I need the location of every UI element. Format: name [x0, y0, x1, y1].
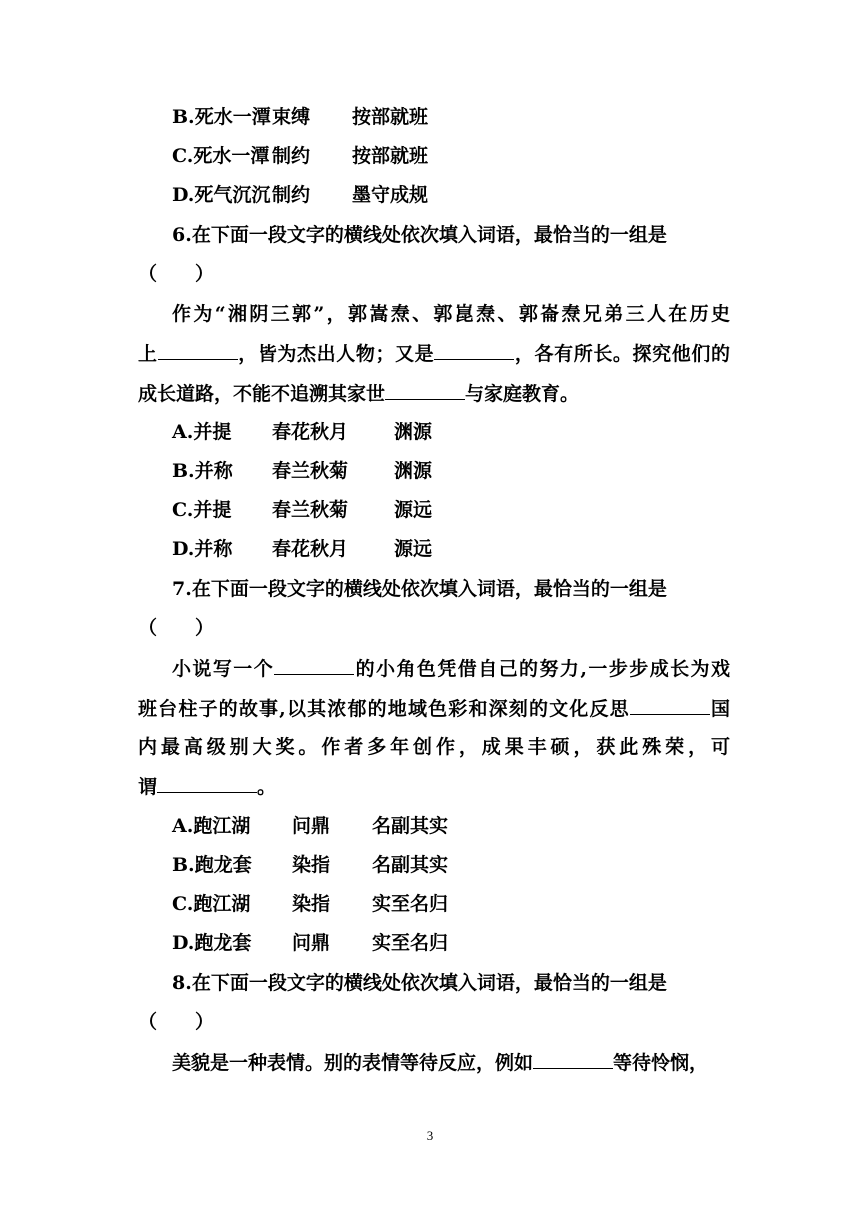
q7-passage-line-3: 内最高级别大奖。作者多年创作，成果丰硕，获此殊荣，可: [138, 736, 730, 758]
blank-3: [385, 381, 465, 400]
blank-1: [274, 656, 354, 675]
q5-option-c: C.死水一潭 制约 按部就班: [172, 145, 429, 167]
q8-passage-line-1: 美貌是一种表情。别的表情等待反应，例如 等待怜悯，: [172, 1052, 709, 1074]
q7-passage-line-2: 班台柱子的故事,以其浓郁的地域色彩和深刻的文化反思 国: [138, 698, 730, 720]
q7-option-c: C.跑江湖 染指 实至名归: [172, 893, 449, 915]
q7-passage-line-1: 小说写一个 的小角色凭借自己的努力,一步步成长为戏: [172, 658, 730, 680]
q7-option-d: D.跑龙套 问鼎 实至名归: [172, 932, 449, 954]
q6-stem: 6.在下面一段文字的横线处依次填入词语，最恰当的一组是: [172, 224, 667, 246]
q6-passage-line-1: 作为“湘阴三郭”，郭嵩焘、郭崑焘、郭崙焘兄弟三人在历史: [172, 303, 730, 325]
blank-3: [157, 774, 257, 793]
q7-option-b: B.跑龙套 染指 名副其实: [172, 854, 449, 876]
q7-option-a: A.跑江湖 问鼎 名副其实: [172, 815, 449, 837]
q6-option-c: C.并提 春兰秋菊 源远: [172, 499, 433, 521]
q5-option-d: D.死气沉沉制约 墨守成规: [172, 184, 429, 206]
q7-stem: 7.在下面一段文字的横线处依次填入词语，最恰当的一组是: [172, 578, 667, 600]
q7-passage-line-4: 谓 。: [138, 776, 277, 798]
page-number: 3: [426, 1128, 434, 1143]
q6-option-a: A.并提 春花秋月 渊源: [172, 421, 433, 443]
blank-2: [630, 696, 710, 715]
q6-option-b: B.并称 春兰秋菊 渊源: [172, 460, 433, 482]
blank-1: [158, 341, 238, 360]
q7-answer-paren: （ ）: [138, 617, 215, 639]
blank-2: [434, 341, 514, 360]
q6-option-d: D.并称 春花秋月 源远: [172, 538, 433, 560]
q8-stem: 8.在下面一段文字的横线处依次填入词语，最恰当的一组是: [172, 972, 667, 994]
q5-option-b: B.死水一潭束缚 按部就班: [172, 106, 429, 128]
q6-passage-line-2: 上 ，皆为杰出人物；又是 ，各有所长。探究他们的: [138, 343, 730, 365]
q8-answer-paren: （ ）: [138, 1011, 215, 1033]
q6-passage-line-3: 成长道路，不能不追溯其家世 与家庭教育。: [138, 383, 580, 405]
q6-answer-paren: （ ）: [138, 263, 215, 285]
blank-1: [533, 1050, 613, 1069]
